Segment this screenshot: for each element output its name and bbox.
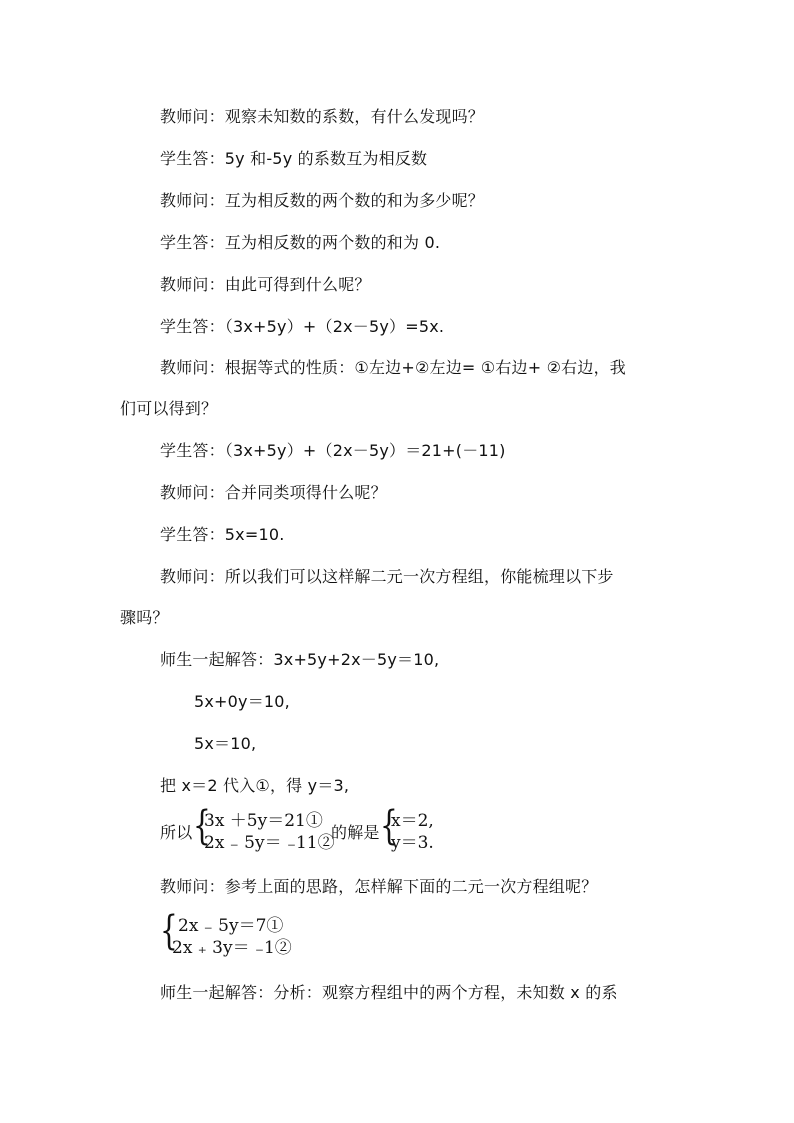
teacher-question-6-continued: 骤吗？	[120, 608, 169, 627]
teacher-question-2: 教师问：互为相反数的两个数的和为多少呢？	[160, 191, 485, 210]
joint-solution-analysis: 师生一起解答：分析：观察方程组中的两个方程，未知数 x 的系	[160, 983, 618, 1002]
equation-1: 3x ＋5y＝21①	[204, 811, 323, 831]
joint-solution-step-3: 5x＝10,	[194, 734, 257, 753]
teacher-question-7: 教师问：参考上面的思路，怎样解下面的二元一次方程组呢？	[160, 877, 598, 896]
student-answer-1: 学生答：5y 和-5y 的系数互为相反数	[160, 149, 428, 168]
system-prefix: 所以	[160, 823, 193, 842]
substitution-step: 把 x＝2 代入①，得 y＝3,	[160, 776, 350, 795]
solution-x: x＝2,	[391, 811, 434, 831]
student-answer-2: 学生答：互为相反数的两个数的和为 0.	[160, 233, 441, 252]
exercise-equation-2: 2x ₊ 3y＝ ₋1②	[172, 938, 292, 958]
teacher-question-3: 教师问：由此可得到什么呢？	[160, 275, 371, 294]
teacher-question-6: 教师问：所以我们可以这样解二元一次方程组，你能梳理以下步	[160, 567, 614, 586]
right-system-brace-icon: {	[380, 803, 398, 849]
teacher-question-4-continued: 们可以得到？	[120, 399, 218, 418]
student-answer-3: 学生答：（3x+5y）+（2x－5y）=5x.	[160, 317, 445, 336]
joint-solution-step-2: 5x+0y＝10,	[194, 692, 290, 711]
joint-solution-step-1: 师生一起解答：3x+5y+2x－5y＝10,	[160, 650, 440, 669]
equation-2: 2x ₋ 5y＝ ₋11②	[204, 833, 335, 853]
student-answer-4: 学生答：（3x+5y）+（2x－5y）＝21+(－11)	[160, 441, 506, 460]
solution-y: y＝3.	[391, 833, 434, 853]
left-brace-icon: {	[193, 803, 211, 849]
student-answer-5: 学生答：5x=10.	[160, 525, 285, 544]
teacher-question-4: 教师问：根据等式的性质：①左边+②左边= ①右边+ ②右边，我	[160, 358, 626, 377]
exercise-equation-1: 2x ₋ 5y＝7①	[178, 916, 284, 936]
solution-label: 的解是	[331, 823, 380, 842]
exercise-brace-icon: {	[160, 908, 178, 954]
teacher-question-5: 教师问：合并同类项得什么呢？	[160, 483, 387, 502]
teacher-question-1: 教师问：观察未知数的系数，有什么发现吗？	[160, 107, 485, 126]
